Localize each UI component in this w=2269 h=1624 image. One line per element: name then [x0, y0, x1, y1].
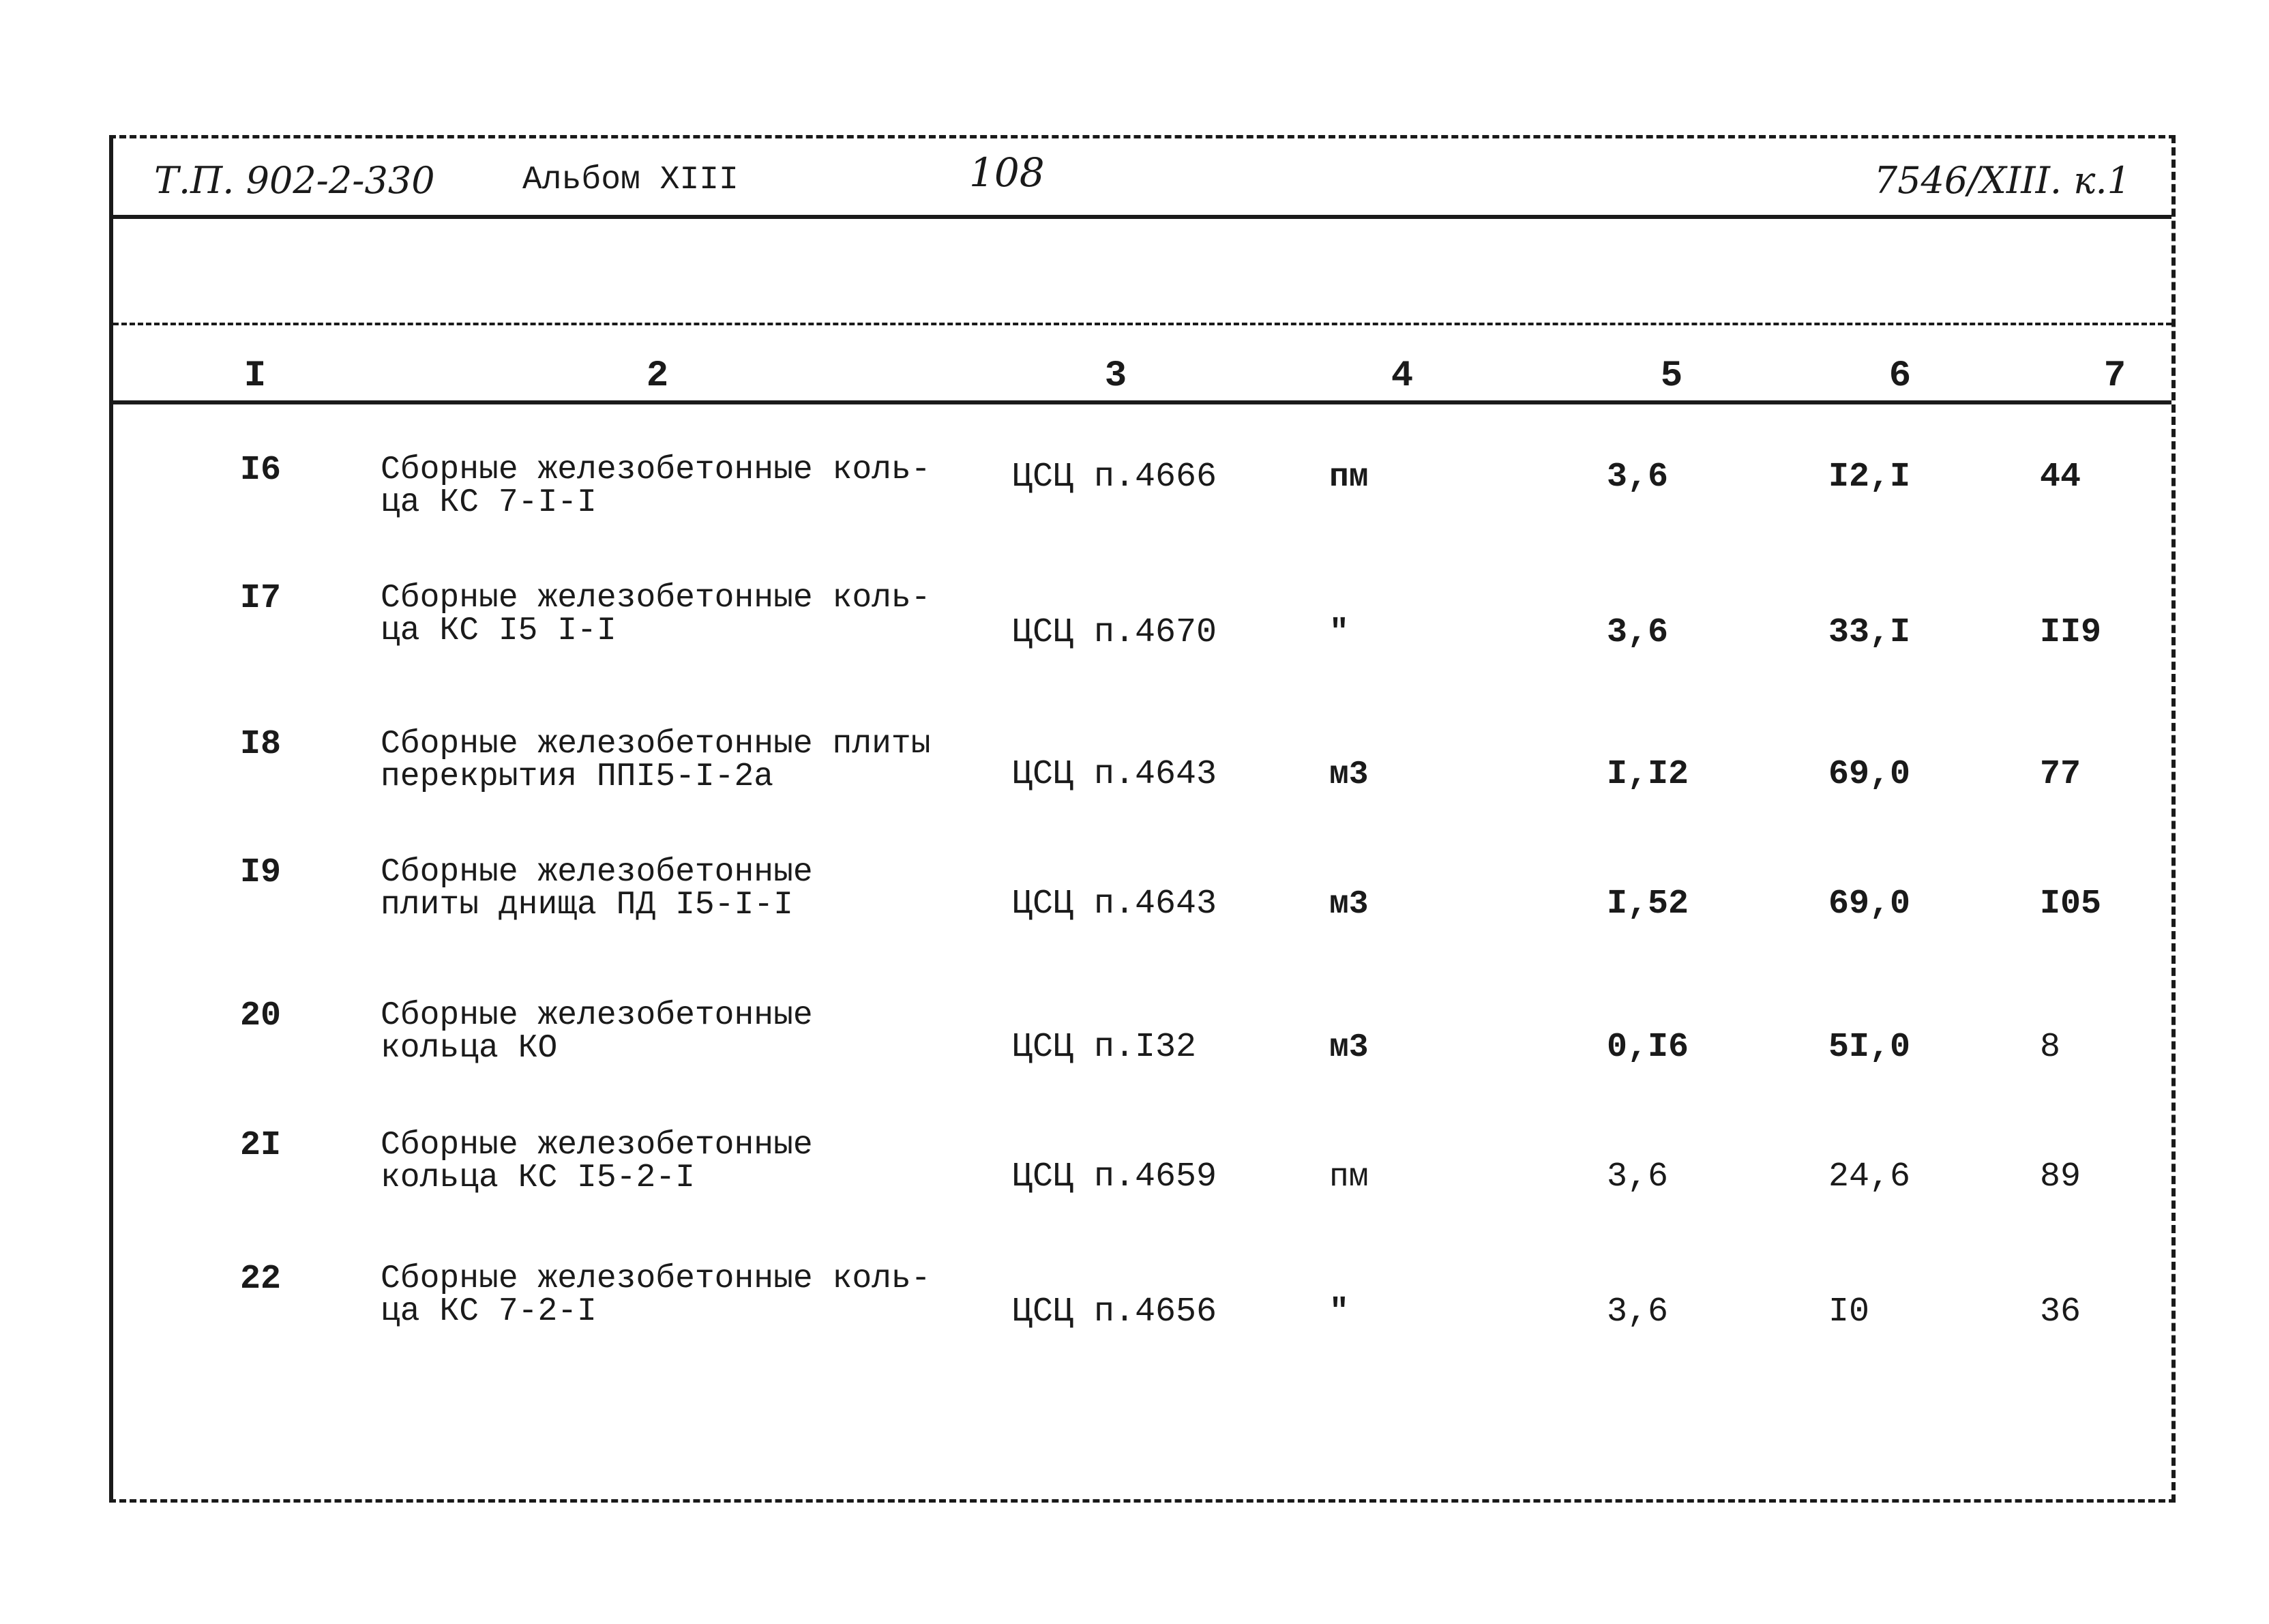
unit: пм — [1329, 1159, 1369, 1196]
row-number: 2I — [240, 1126, 282, 1165]
item-name-line2: кольца КО — [381, 1030, 558, 1067]
unit: м3 — [1329, 756, 1369, 793]
unit-price: 33,I — [1828, 613, 1911, 652]
total-cost: 36 — [2040, 1293, 2081, 1331]
quantity: 0,I6 — [1607, 1028, 1689, 1067]
page-number: 108 — [969, 149, 1045, 196]
price-source: ЦСЦ п.4643 — [1012, 885, 1217, 924]
unit: " — [1329, 1294, 1349, 1331]
unit: м3 — [1329, 886, 1369, 923]
total-cost: 89 — [2040, 1157, 2081, 1196]
unit-price: 69,0 — [1828, 885, 1911, 924]
quantity: 3,6 — [1607, 1157, 1669, 1196]
item-name-line1: Сборные железобетонные плиты — [381, 726, 931, 763]
header-divider — [113, 215, 2171, 219]
unit-price: I2,I — [1828, 458, 1911, 497]
price-source: ЦСЦ п.I32 — [1012, 1028, 1197, 1067]
project-code: Т.П. 902-2-330 — [154, 159, 435, 202]
row-number: 22 — [240, 1260, 282, 1299]
total-cost: II9 — [2040, 613, 2102, 652]
total-cost: 44 — [2040, 458, 2081, 497]
column-number-4: 4 — [1391, 355, 1414, 397]
quantity: 3,6 — [1607, 613, 1669, 652]
row-number: I9 — [240, 853, 282, 892]
price-source: ЦСЦ п.4643 — [1012, 755, 1217, 794]
quantity: 3,6 — [1607, 1293, 1669, 1331]
item-name-line2: перекрытия ППI5-I-2а — [381, 758, 774, 795]
price-source: ЦСЦ п.4666 — [1012, 458, 1217, 497]
table-row — [113, 579, 2171, 705]
column-number-2: 2 — [646, 355, 669, 397]
item-name-line1: Сборные железобетонные — [381, 997, 813, 1034]
total-cost: 8 — [2040, 1028, 2061, 1067]
price-source: ЦСЦ п.4659 — [1012, 1157, 1217, 1196]
unit: пм — [1329, 459, 1369, 496]
item-name-line1: Сборные железобетонные коль- — [381, 1260, 931, 1297]
row-number: I6 — [240, 451, 282, 490]
column-header-top-rule — [113, 323, 2171, 325]
table-row — [113, 451, 2171, 576]
document-sheet — [109, 135, 2176, 1503]
item-name-line2: плиты днища ПД I5-I-I — [381, 887, 793, 924]
unit: " — [1329, 615, 1349, 651]
item-name-line1: Сборные железобетонные — [381, 854, 813, 891]
row-number: 20 — [240, 996, 282, 1035]
inventory-number: 7546/XIII. к.1 — [1873, 159, 2131, 202]
item-name-line2: ца КС I5 I-I — [381, 612, 617, 649]
table-row — [113, 996, 2171, 1122]
total-cost: 77 — [2040, 755, 2081, 794]
column-number-3: 3 — [1104, 355, 1127, 397]
table-row — [113, 1126, 2171, 1252]
album-label: Альбом XIII — [522, 162, 739, 198]
unit-price: 5I,0 — [1828, 1028, 1911, 1067]
column-header-bottom-rule — [113, 400, 2171, 404]
item-name-line1: Сборные железобетонные — [381, 1127, 813, 1164]
unit-price: 24,6 — [1828, 1157, 1911, 1196]
total-cost: I05 — [2040, 885, 2102, 924]
item-name-line2: ца КС 7-2-I — [381, 1293, 597, 1330]
table-row — [113, 853, 2171, 979]
item-name-line2: кольца КС I5-2-I — [381, 1160, 695, 1196]
quantity: I,52 — [1607, 885, 1689, 924]
item-name-line2: ца КС 7-I-I — [381, 484, 597, 521]
price-source: ЦСЦ п.4656 — [1012, 1293, 1217, 1331]
price-source: ЦСЦ п.4670 — [1012, 613, 1217, 652]
quantity: 3,6 — [1607, 458, 1669, 497]
row-number: I8 — [240, 725, 282, 764]
unit-price: 69,0 — [1828, 755, 1911, 794]
unit-price: I0 — [1828, 1293, 1870, 1331]
column-number-6: 6 — [1888, 355, 1912, 397]
column-number-5: 5 — [1660, 355, 1683, 397]
quantity: I,I2 — [1607, 755, 1689, 794]
column-number-7: 7 — [2103, 355, 2126, 397]
table-row — [113, 1260, 2171, 1385]
item-name-line1: Сборные железобетонные коль- — [381, 452, 931, 488]
table-row — [113, 725, 2171, 851]
unit: м3 — [1329, 1029, 1369, 1066]
column-number-1: I — [243, 355, 267, 397]
item-name-line1: Сборные железобетонные коль- — [381, 580, 931, 617]
row-number: I7 — [240, 579, 282, 618]
